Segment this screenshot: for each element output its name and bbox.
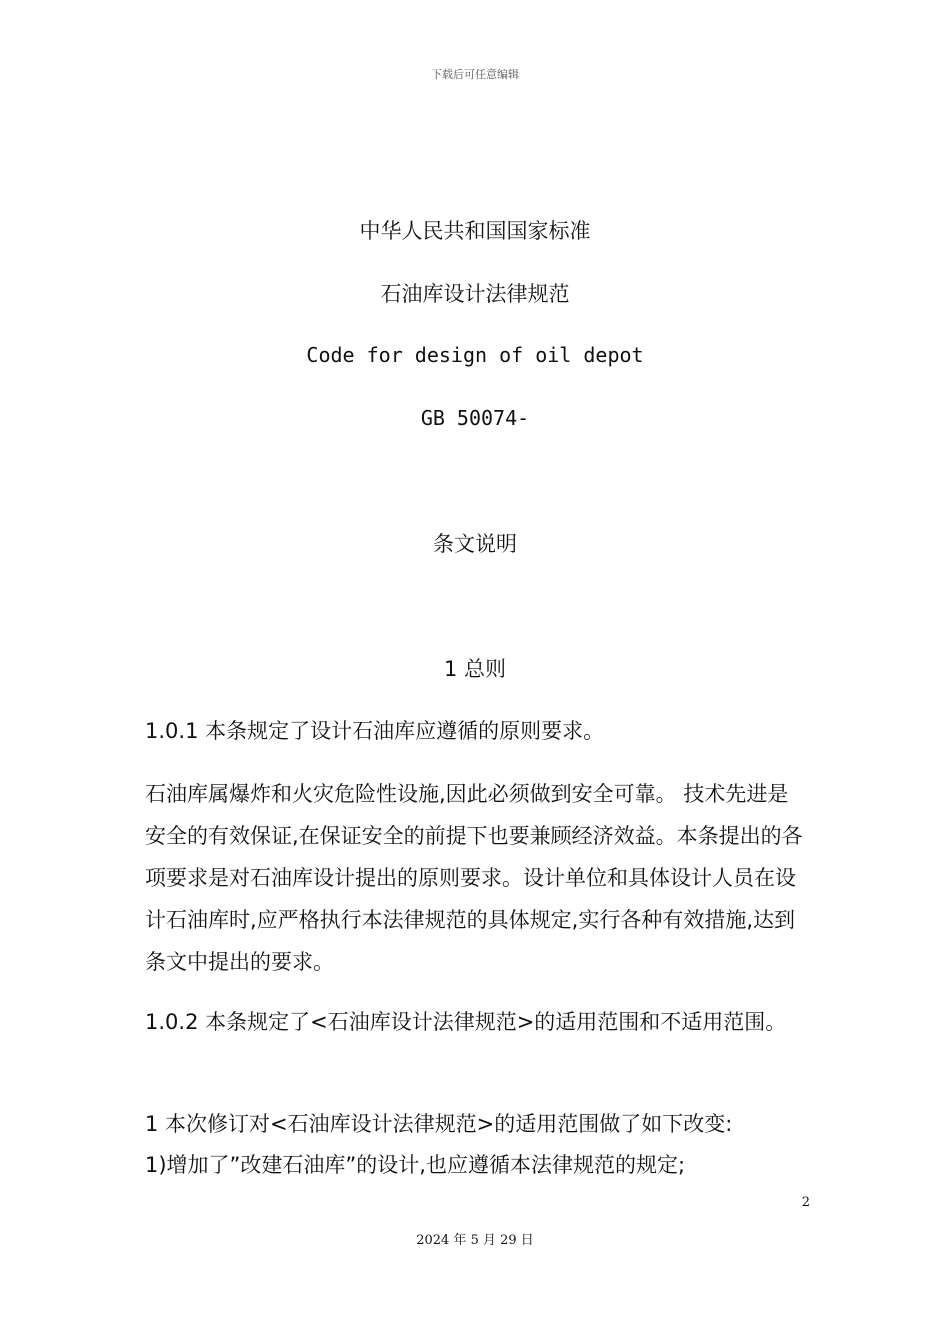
clause-1-0-2-item-1: 1 本次修订对<石油库设计法律规范>的适用范围做了如下改变:	[145, 1112, 733, 1136]
standard-code: GB 50074-	[420, 406, 530, 430]
section-title: 条文说明	[433, 532, 517, 556]
clause-1-0-2-subitem-1: 1)增加了”改建石油库”的设计,也应遵循本法律规范的规定;	[145, 1153, 686, 1177]
footer-date: 2024 年 5 月 29 日	[416, 1233, 534, 1248]
clause-1-0-1-explanation: 石油库属爆炸和火灾危险性设施,因此必须做到安全可靠。 技术先进是安全的有效保证,在保证安全的前提下也要兼顾经济效益。本条提出的各项要求是对石油库设计提出的原则要求。设计单位和具体设计人员在设计石油库时,应严格执行本法律规范的具体规定,实行各种有效措施,达到条文中提出的要求。	[145, 782, 803, 974]
document-title-cn: 石油库设计法律规范	[380, 282, 570, 306]
document-title-en: Code for design of oil depot	[306, 343, 644, 367]
clause-1-0-2: 1.0.2 本条规定了<石油库设计法律规范>的适用范围和不适用范围。	[145, 1010, 787, 1034]
header-note: 下载后可任意编辑	[431, 68, 519, 81]
standard-line: 中华人民共和国国家标准	[359, 219, 591, 243]
page-number: 2	[801, 1195, 810, 1210]
chapter-heading: 1 总则	[443, 657, 507, 681]
clause-1-0-1: 1.0.1 本条规定了设计石油库应遵循的原则要求。	[145, 719, 605, 743]
